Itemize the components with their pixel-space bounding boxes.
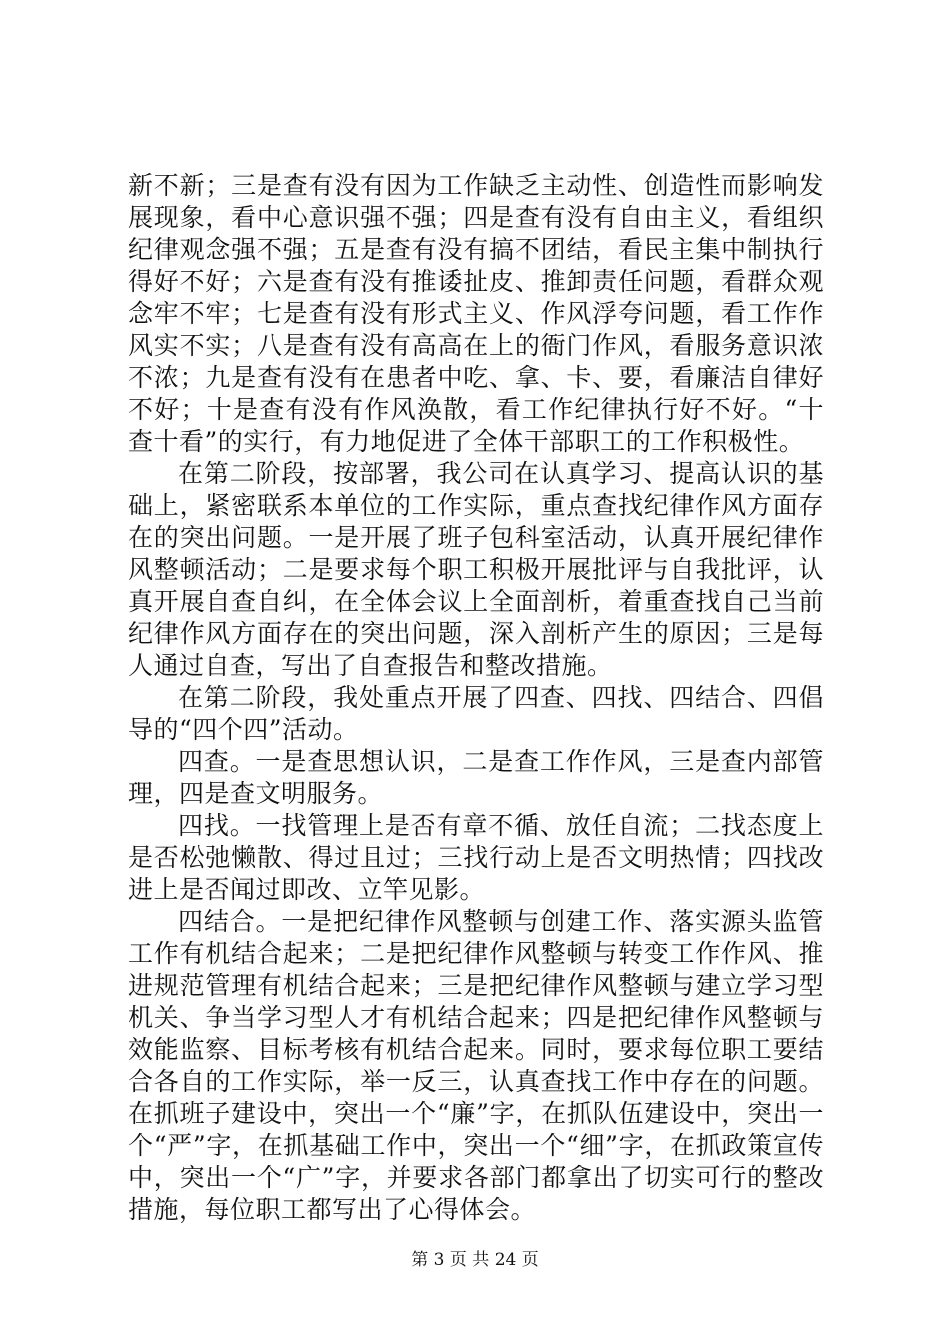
paragraph-four-checks: 四查。一是查思想认识，二是查工作作风，三是查内部管理，四是查文明服务。	[128, 747, 824, 808]
paragraph-second-stage: 在第二阶段，按部署，我公司在认真学习、提高认识的基础上，紧密联系本单位的工作实际，重点查找纪律作风方面存在的突出问题。一是开展了班子包科室活动，认真开展纪律作风整顿活动；二是要求每个职工积极开展批评与自我批评，认真开展自查自纠，在全体会议上全面剖析，着重查找自己当前纪律作风方面存在的突出问题，深入剖析产生的原因；三是每人通过自查，写出了自查报告和整改措施。	[128, 459, 824, 680]
page-number-footer: 第 3 页 共 24 页	[411, 1250, 539, 1270]
document-body	[128, 170, 824, 1226]
paragraph-four-combines: 四结合。一是把纪律作风整顿与创建工作、落实源头监管工作有机结合起来；二是把纪律作风整顿与转变工作作风、推进规范管理有机结合起来；三是把纪律作风整顿与建立学习型机关、争当学习型人才有机结合起来；四是把纪律作风整顿与效能监察、目标考核有机结合起来。同时，要求每位职工要结合各自的工作实际，举一反三，认真查找工作中存在的问题。在抓班子建设中，突出一个“廉”字，在抓队伍建设中，突出一个“严”字，在抓基础工作中，突出一个“细”字，在抓政策宣传中，突出一个“广”字，并要求各部门都拿出了切实可行的整改措施，每位职工都写出了心得体会。	[128, 907, 824, 1224]
paragraph-four-fours: 在第二阶段，我处重点开展了四查、四找、四结合、四倡导的“四个四”活动。	[128, 683, 824, 744]
paragraph-four-finds: 四找。一找管理上是否有章不循、放任自流；二找态度上是否松弛懒散、得过且过；三找行动上是否文明热情；四找改进上是否闻过即改、立竿见影。	[128, 811, 824, 904]
paragraph-continuation: 新不新；三是查有没有因为工作缺乏主动性、创造性而影响发展现象，看中心意识强不强；四是查有没有自由主义，看组织纪律观念强不强；五是查有没有搞不团结，看民主集中制执行得好不好；六是查有没有推诿扯皮、推卸责任问题，看群众观念牢不牢；七是查有没有形式主义、作风浮夸问题，看工作作风实不实；八是查有没有高高在上的衙门作风，看服务意识浓不浓；九是查有没有在患者中吃、拿、卡、要，看廉洁自律好不好；十是查有没有作风涣散，看工作纪律执行好不好。“十查十看”的实行，有力地促进了全体干部职工的工作积极性。	[128, 171, 824, 456]
